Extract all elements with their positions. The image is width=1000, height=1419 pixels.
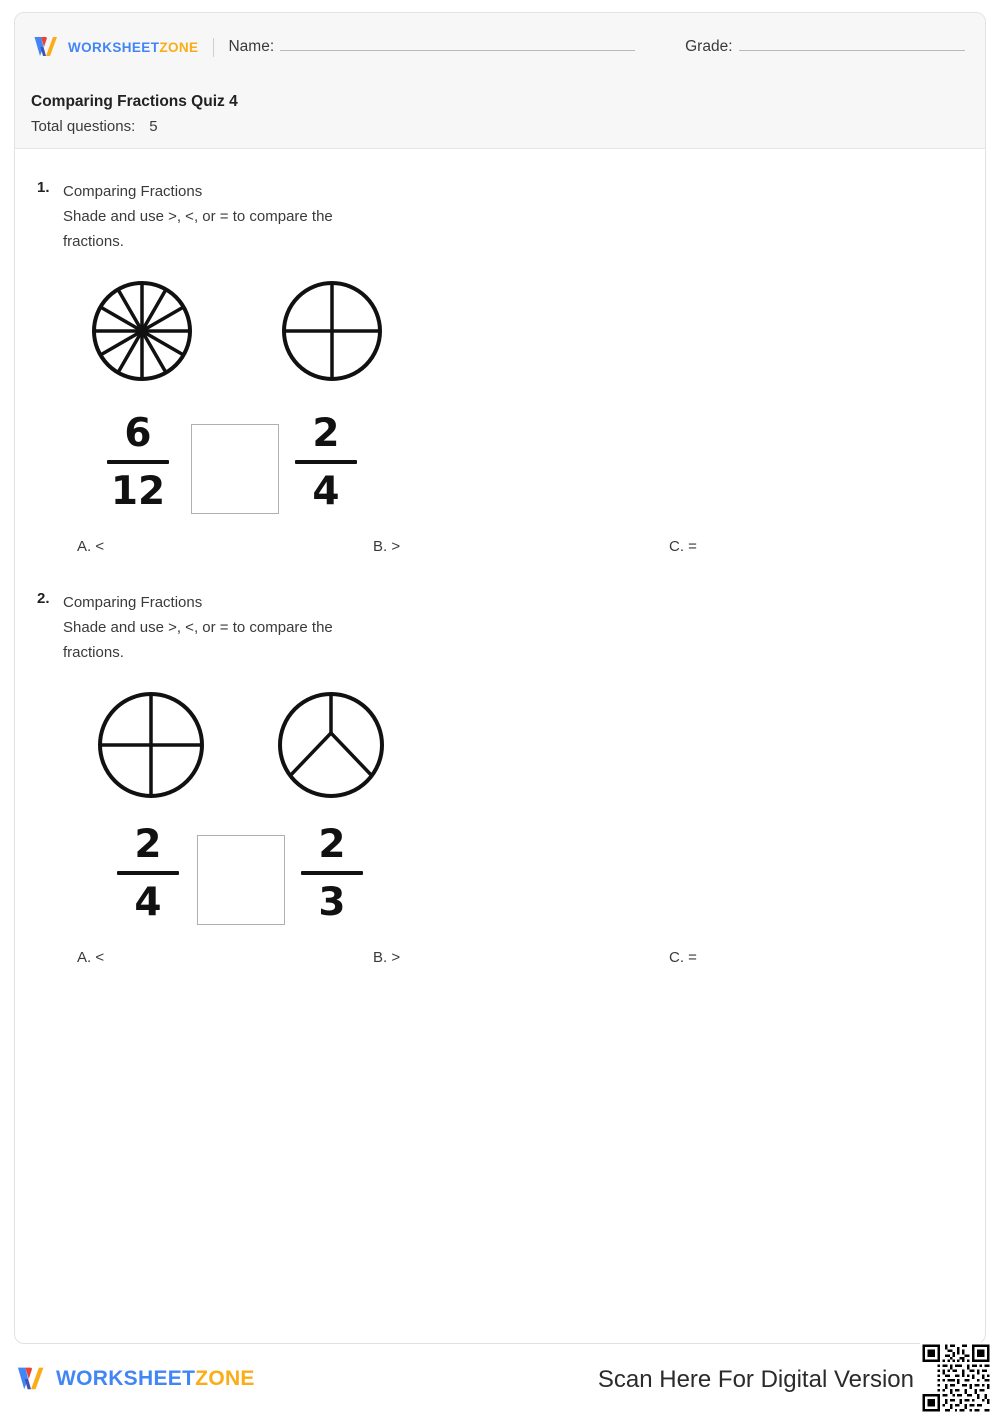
- denominator: 12: [110, 469, 166, 514]
- worksheet-header: [15, 13, 985, 149]
- fraction-bar: [107, 460, 169, 464]
- option-value: =: [688, 949, 697, 966]
- question-1-answer-box[interactable]: [191, 424, 279, 514]
- numerator: 2: [134, 822, 162, 867]
- question-2-option-c[interactable]: [669, 949, 697, 966]
- question-2-head: [15, 590, 985, 665]
- question-1-option-b[interactable]: [373, 538, 400, 555]
- question-2-options: [15, 949, 985, 973]
- name-input-rule[interactable]: [280, 50, 635, 51]
- question-1-options: [15, 538, 985, 562]
- grade-input-rule[interactable]: [739, 50, 965, 51]
- total-questions: [31, 118, 158, 135]
- question-1-instruction: Shade and use >, <, or = to compare the fractions.: [63, 208, 333, 250]
- total-questions-value: 5: [149, 118, 158, 135]
- brand-word-zone: ZONE: [159, 39, 199, 55]
- denominator: 4: [134, 880, 162, 925]
- option-key: B.: [373, 949, 388, 966]
- question-1-option-c[interactable]: [669, 538, 697, 555]
- option-key: A.: [77, 949, 92, 966]
- footer-word-worksheet: WORKSHEET: [56, 1367, 196, 1390]
- worksheet-zone-w-icon: [31, 34, 61, 60]
- denominator: 4: [312, 469, 340, 514]
- question-1-number: 1.: [37, 179, 50, 196]
- question-2-instruction: Shade and use >, <, or = to compare the fractions.: [63, 619, 333, 661]
- worksheet-page: [14, 12, 986, 1344]
- option-value: =: [688, 538, 697, 555]
- name-field[interactable]: [228, 38, 635, 56]
- option-value: >: [391, 538, 401, 555]
- question-1-title: Comparing Fractions: [63, 183, 203, 200]
- footer-word-zone: ZONE: [195, 1367, 255, 1390]
- question-2-left-fraction: [113, 821, 183, 927]
- question-1: [15, 179, 985, 562]
- question-1-right-fraction: [291, 410, 361, 516]
- qr-code-icon[interactable]: [920, 1342, 992, 1414]
- fraction-bar: [117, 871, 179, 875]
- pie-4-parts: [277, 276, 387, 391]
- option-value: <: [95, 949, 105, 966]
- worksheet-zone-w-icon: [14, 1364, 48, 1394]
- pie-3-parts: [273, 687, 389, 808]
- option-key: C.: [669, 949, 684, 966]
- worksheet-body: [15, 149, 985, 1343]
- question-2-figures: [15, 687, 985, 807]
- question-1-option-a[interactable]: [77, 538, 104, 555]
- numerator: 2: [318, 822, 346, 867]
- question-1-comparison: [15, 410, 985, 520]
- name-label: Name:: [228, 38, 275, 55]
- question-2-title: Comparing Fractions: [63, 594, 203, 611]
- question-2-answer-box[interactable]: [197, 835, 285, 925]
- scan-label: Scan Here For Digital Version: [597, 1366, 914, 1393]
- option-key: C.: [669, 538, 684, 555]
- question-1-left-fraction: [103, 410, 173, 516]
- question-1-figures: [15, 276, 985, 396]
- question-2-comparison: [15, 821, 985, 931]
- brand-word-worksheet: WORKSHEET: [68, 39, 160, 55]
- quiz-title: Comparing Fractions Quiz 4: [31, 93, 238, 110]
- option-value: <: [95, 538, 105, 555]
- option-value: >: [391, 949, 401, 966]
- option-key: B.: [373, 538, 388, 555]
- denominator: 3: [318, 880, 346, 925]
- pie-12-parts: [87, 276, 197, 391]
- question-1-head: [15, 179, 985, 254]
- numerator: 6: [124, 411, 152, 456]
- numerator: 2: [312, 411, 340, 456]
- question-2-right-fraction: [297, 821, 367, 927]
- fraction-bar: [301, 871, 363, 875]
- question-2: [15, 590, 985, 973]
- question-2-number: 2.: [37, 590, 50, 607]
- question-2-option-b[interactable]: [373, 949, 400, 966]
- grade-label: Grade:: [685, 38, 733, 55]
- footer-brand: [14, 1364, 255, 1394]
- pie-4-parts: [93, 687, 209, 808]
- grade-field[interactable]: [685, 38, 964, 56]
- brand-row: [31, 32, 969, 62]
- footer-wordmark: [56, 1367, 255, 1391]
- brand-divider: [213, 38, 214, 57]
- page-footer: [0, 1358, 1000, 1414]
- fraction-bar: [295, 460, 357, 464]
- question-2-option-a[interactable]: [77, 949, 104, 966]
- brand-wordmark: [68, 40, 198, 55]
- total-questions-label: Total questions:: [31, 118, 136, 135]
- option-key: A.: [77, 538, 92, 555]
